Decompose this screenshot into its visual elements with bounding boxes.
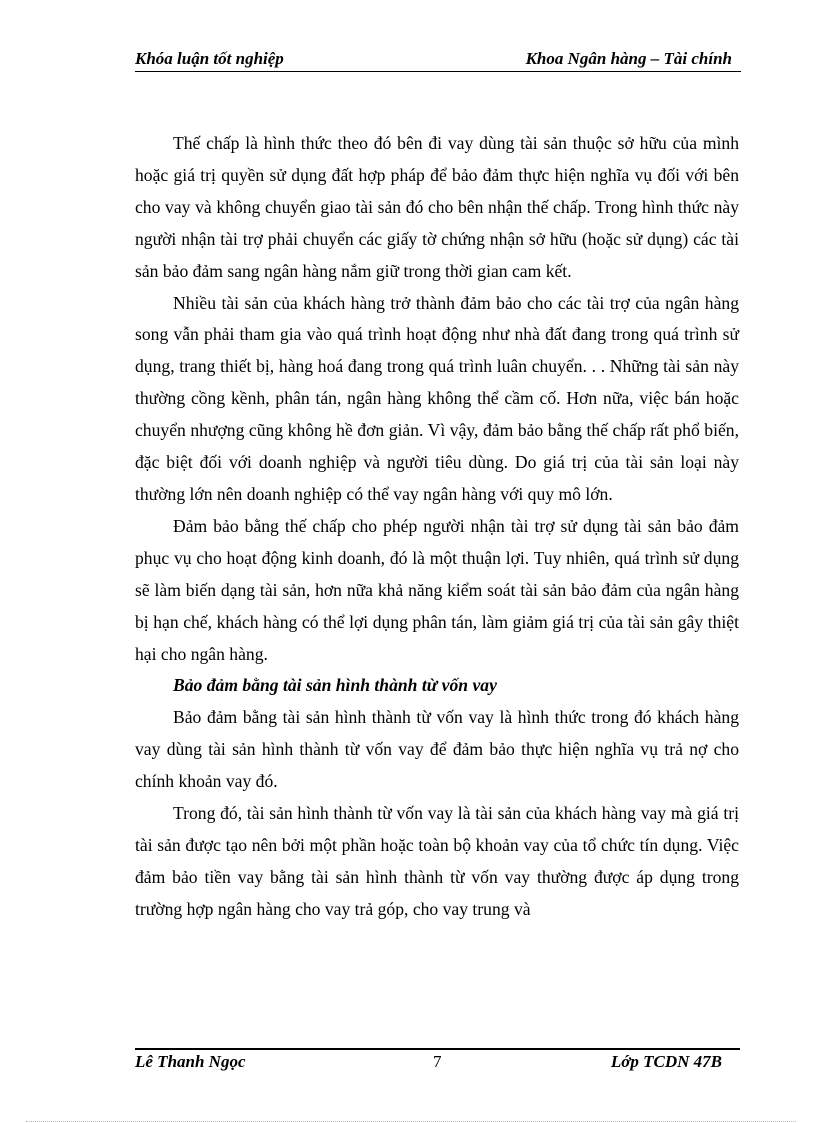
- page-number: 7: [433, 1052, 442, 1071]
- page-header: [135, 49, 740, 73]
- header-faculty: Khoa Ngân hàng – Tài chính: [525, 49, 732, 68]
- page-footer: [135, 1052, 740, 1076]
- header-thesis-title: Khóa luận tốt nghiệp: [135, 49, 284, 68]
- footer-class: Lớp TCDN 47B: [610, 1052, 722, 1071]
- paragraph-mortgage-definition: Thế chấp là hình thức theo đó bên đi vay dùng tài sản thuộc sở hữu của mình hoặc giá trị quyền sử dụng đất hợp pháp để bảo đảm thực hiện nghĩa vụ đối với bên cho vay và không chuyển giao tài sản đó cho bên nhận thế chấp. Trong hình thức này người nhận tài trợ phải chuyển các giấy tờ chứng nhận sở hữu (hoặc sử dụng) các tài sản bảo đảm sang ngân hàng nắm giữ trong thời gian cam kết.: [135, 133, 739, 281]
- paragraph-loan-asset-details: Trong đó, tài sản hình thành từ vốn vay là tài sản của khách hàng vay mà giá trị tài sản được tạo nên bởi một phần hoặc toàn bộ khoản vay của tổ chức tín dụng. Việc đảm bảo tiền vay bằng tài sản hình thành từ vốn vay thường được áp dụng trong trường hợp ngân hàng cho vay trả góp, cho vay trung và: [135, 803, 739, 919]
- footer-divider: [135, 1048, 740, 1050]
- paragraph-loan-asset-definition: Bảo đảm bằng tài sản hình thành từ vốn vay là hình thức trong đó khách hàng vay dùng tài sản hình thành từ vốn vay để đảm bảo thực hiện nghĩa vụ trả nợ cho chính khoản vay đó.: [135, 707, 739, 792]
- page-edge-dotted-line: [26, 1121, 796, 1122]
- footer-author: Lê Thanh Ngọc: [135, 1052, 246, 1071]
- paragraph-mortgage-assets: Nhiều tài sản của khách hàng trở thành đảm bảo cho các tài trợ của ngân hàng song vẫn phải tham gia vào quá trình hoạt động như nhà đất đang trong quá trình sử dụng, trang thiết bị, hàng hoá đang trong quá trình luân chuyển. . . Những tài sản này thường cồng kềnh, phân tán, ngân hàng không thể cầm cố. Hơn nữa, việc bán hoặc chuyển nhượng cũng không hề đơn giản. Vì vậy, đảm bảo bằng thế chấp rất phổ biến, đặc biệt đối với doanh nghiệp và người tiêu dùng. Do giá trị của tài sản loại này thường lớn nên doanh nghiệp có thể vay ngân hàng với quy mô lớn.: [135, 292, 739, 504]
- document-body: [135, 128, 739, 926]
- section-heading: Bảo đảm bằng tài sản hình thành từ vốn vay: [173, 675, 497, 696]
- header-divider: [135, 71, 741, 72]
- paragraph-mortgage-pros-cons: Đảm bảo bằng thế chấp cho phép người nhận tài trợ sử dụng tài sản bảo đảm phục vụ cho hoạt động kinh doanh, đó là một thuận lợi. Tuy nhiên, quá trình sử dụng sẽ làm biến dạng tài sản, hơn nữa khả năng kiểm soát tài sản bảo đảm của ngân hàng bị hạn chế, khách hàng có thể lợi dụng phân tán, làm giảm giá trị của tài sản gây thiệt hại cho ngân hàng.: [135, 515, 739, 664]
